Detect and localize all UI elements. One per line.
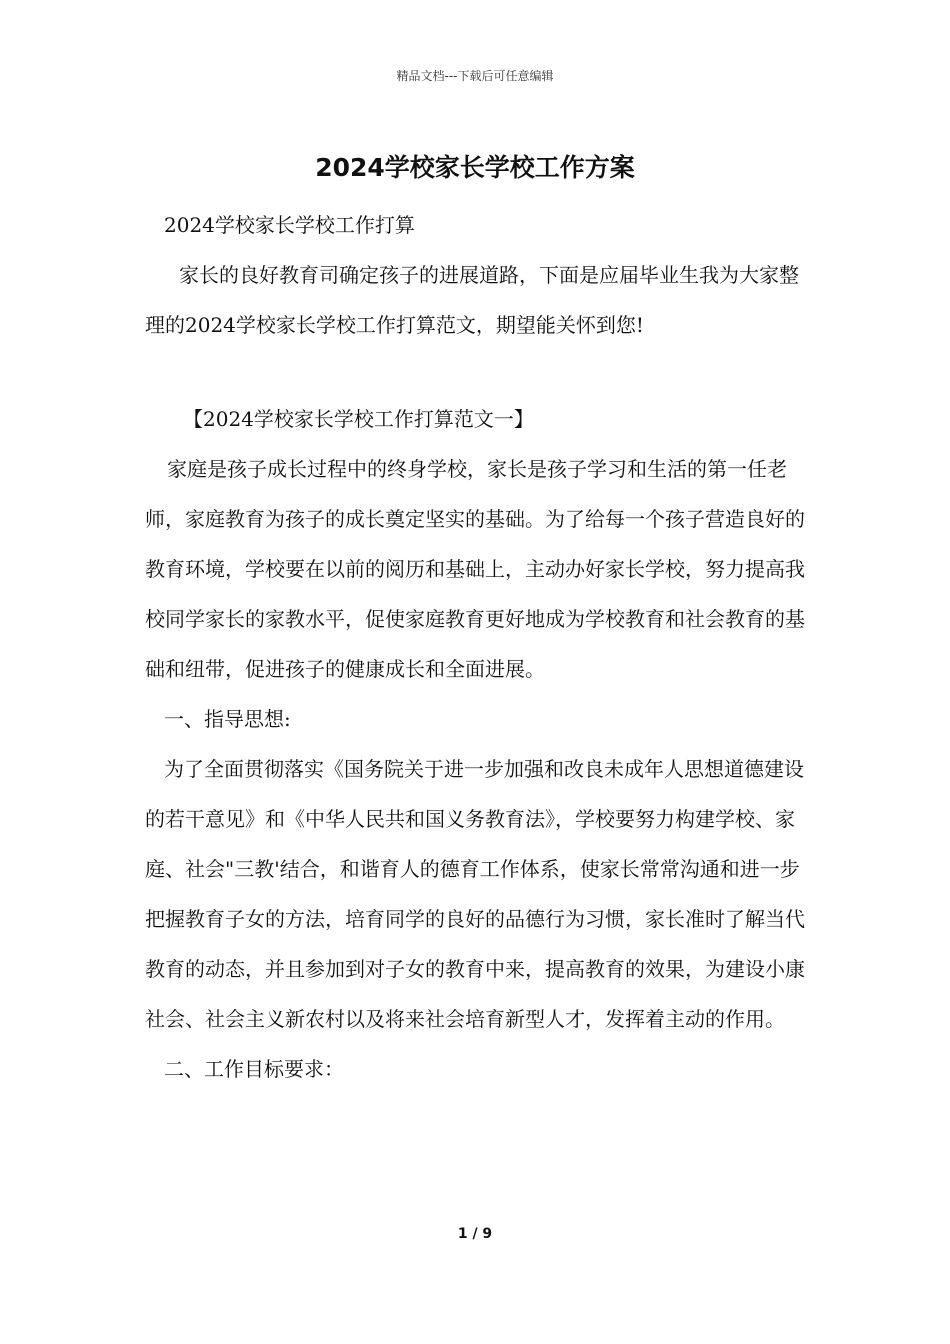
section-heading-work-goals: 二、工作目标要求： bbox=[164, 1057, 344, 1081]
document-title: 2024学校家长学校工作方案 bbox=[315, 153, 635, 182]
sample-heading: 【2024学校家长学校工作打算范文一】 bbox=[183, 407, 534, 431]
body-paragraph: 家庭是孩子成长过程中的终身学校，家长是孩子学习和生活的第一任老师，家庭教育为孩子的成长奠定坚实的基础。为了给每一个孩子营造良好的教育环境，学校要在以前的阅历和基础上，主动办好家长学校，努力提高我校同学家长的家教水平，促使家庭教育更好地成为学校教育和社会教育的基础和纽带，促进孩子的健康成长和全面进展。 bbox=[145, 457, 805, 681]
section-heading-guiding-ideology: 一、指导思想: bbox=[164, 707, 291, 731]
document-subtitle: 2024学校家长学校工作打算 bbox=[164, 213, 415, 237]
page-number: 1 / 9 bbox=[457, 1226, 493, 1242]
intro-paragraph: 家长的良好教育司确定孩子的进展道路，下面是应届毕业生我为大家整理的2024学校家长学校工作打算范文，期望能关怀到您! bbox=[145, 263, 799, 337]
page-header: 精品文档---下载后可任意编辑 bbox=[396, 69, 554, 83]
document-body bbox=[145, 200, 807, 1094]
body-paragraph-guiding-ideology: 为了全面贯彻落实《国务院关于进一步加强和改良未成年人思想道德建设的若干意见》和《中华人民共和国义务教育法》，学校要努力构建学校、家庭、社会"三教'结合，和谐育人的德育工作体系，使家长常常沟通和进一步把握教育子女的方法，培育同学的良好的品德行为习惯，家长准时了解当代教育的动态，并且参加到对子女的教育中来，提高教育的效果，为建设小康社会、社会主义新农村以及将来社会培育新型人才，发挥着主动的作用。 bbox=[145, 757, 805, 1031]
